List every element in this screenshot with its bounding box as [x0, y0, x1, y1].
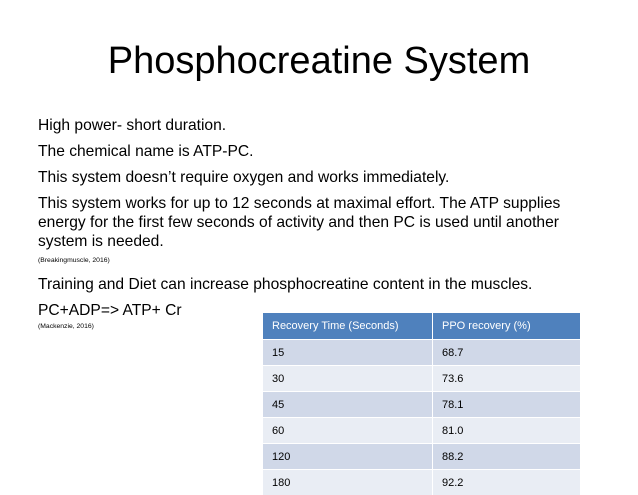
bullet-no-oxygen: This system doesn’t require oxygen and works immediately.	[38, 168, 603, 187]
cell-recovery-time: 30	[263, 366, 433, 392]
cell-ppo-recovery: 92.2	[433, 470, 581, 495]
cell-recovery-time: 45	[263, 392, 433, 418]
cell-ppo-recovery: 78.1	[433, 392, 581, 418]
table-row	[263, 470, 581, 495]
bullet-equation: PC+ADP=> ATP+ Cr	[38, 301, 603, 320]
cell-ppo-recovery: 73.6	[433, 366, 581, 392]
body-text	[38, 116, 603, 327]
bullet-chemical-name: The chemical name is ATP-PC.	[38, 142, 603, 161]
cell-recovery-time: 180	[263, 470, 433, 495]
cell-recovery-time: 120	[263, 444, 433, 470]
cell-recovery-time: 60	[263, 418, 433, 444]
table-row	[263, 366, 581, 392]
cell-ppo-recovery: 81.0	[433, 418, 581, 444]
cell-ppo-recovery: 68.7	[433, 340, 581, 366]
citation-breakingmuscle: (Breakingmuscle, 2016)	[38, 256, 603, 265]
cell-ppo-recovery: 88.2	[433, 444, 581, 470]
table-row	[263, 340, 581, 366]
table-row	[263, 444, 581, 470]
slide-title: Phosphocreatine System	[0, 38, 638, 84]
header-ppo-recovery: PPO recovery (%)	[433, 313, 581, 340]
table-header-row	[263, 313, 581, 340]
recovery-table	[263, 313, 581, 495]
table-row	[263, 392, 581, 418]
bullet-duration-detail: This system works for up to 12 seconds at maximal effort. The ATP supplies energy for the first few seconds of activity and then PC is used until another system is needed.	[38, 194, 603, 251]
bullet-training-diet: Training and Diet can increase phosphocreatine content in the muscles.	[38, 275, 603, 294]
header-recovery-time: Recovery Time (Seconds)	[263, 313, 433, 340]
cell-recovery-time: 15	[263, 340, 433, 366]
table-row	[263, 418, 581, 444]
bullet-power-duration: High power- short duration.	[38, 116, 603, 135]
citation-mackenzie: (Mackenzie, 2016)	[38, 322, 94, 331]
